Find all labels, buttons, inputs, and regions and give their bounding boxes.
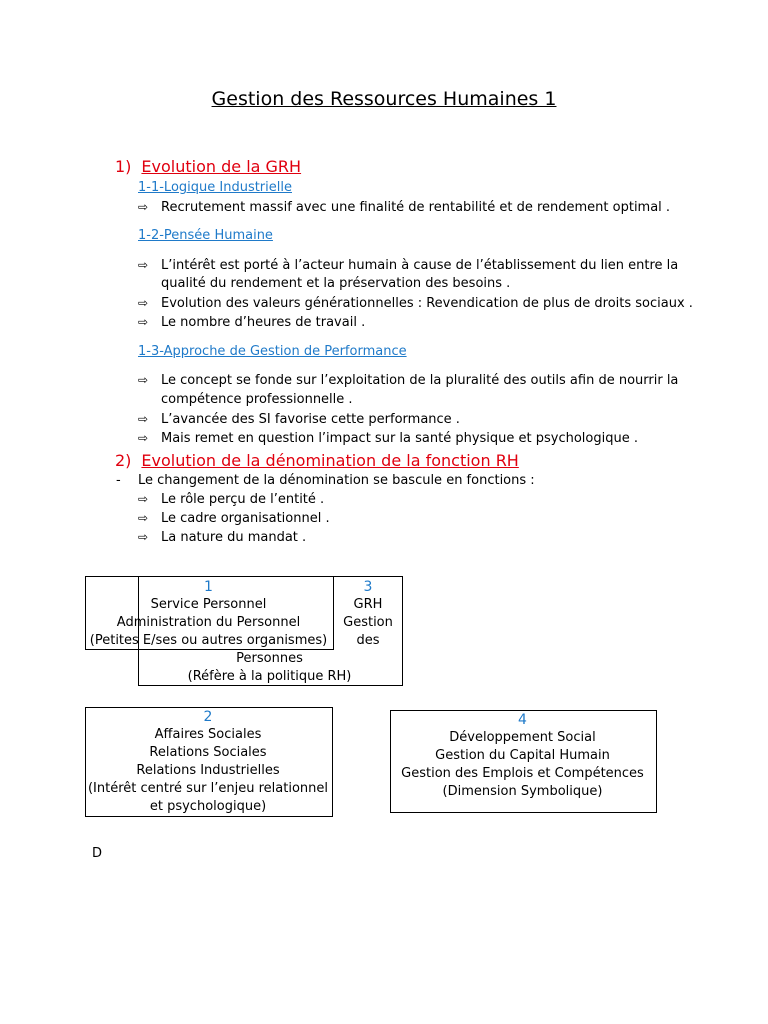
list-item: L’intérêt est porté à l’acteur humain à cause de l’établissement du lien entre la: [161, 258, 679, 273]
section2-number: 2): [115, 451, 132, 470]
box-2-line: (Intérêt centré sur l’enjeu relationnel: [87, 781, 329, 796]
box-4-line: (Dimension Symbolique): [442, 784, 603, 799]
section2-title: Evolution de la dénomination de la fonction RH: [141, 451, 519, 470]
section1-title: Evolution de la GRH: [141, 157, 302, 176]
list-item: Le concept se fonde sur l’exploitation de la pluralité des outils afin de nourrir la: [161, 373, 679, 388]
box-3-content: [334, 578, 402, 650]
arrow-icon: ⇨: [138, 431, 149, 445]
box-4-content: [390, 711, 655, 801]
box-4-line: Gestion des Emplois et Compétences: [401, 766, 644, 781]
box-2-line: Relations Industrielles: [136, 763, 280, 778]
list-item: Evolution des valeurs générationnelles : Revendication de plus de droits sociaux .: [161, 296, 693, 311]
box-4-line: Gestion du Capital Humain: [435, 748, 610, 763]
box-3-line: Personnes: [236, 651, 303, 666]
section2-intro: Le changement de la dénomination se bascule en fonctions :: [138, 473, 535, 488]
box-2-content: [85, 708, 331, 816]
arrow-icon: ⇨: [138, 258, 149, 272]
section1-number: 1): [115, 157, 132, 176]
list-item: La nature du mandat .: [161, 530, 307, 545]
arrow-icon: ⇨: [138, 315, 149, 329]
list-item-continuation: compétence professionnelle .: [161, 392, 353, 407]
list-item: Le rôle perçu de l’entité .: [161, 492, 325, 507]
trailing-text: D: [92, 846, 103, 861]
box-3-line: des: [356, 633, 380, 648]
page-title: Gestion des Ressources Humaines 1: [211, 88, 557, 110]
subsection-1-2-title: 1-2-Pensée Humaine: [138, 228, 273, 243]
arrow-icon: ⇨: [138, 511, 149, 525]
box-3-bottom-content: [138, 650, 401, 686]
box-3-line: Gestion: [343, 615, 393, 630]
list-item: Mais remet en question l’impact sur la santé physique et psychologique .: [161, 431, 638, 446]
box-1-content: [85, 578, 332, 650]
arrow-icon: ⇨: [138, 412, 149, 426]
list-item: Le nombre d’heures de travail .: [161, 315, 366, 330]
section2-heading: [115, 451, 519, 470]
list-item: Recrutement massif avec une finalité de rentabilité et de rendement optimal .: [161, 200, 671, 215]
box-1-number: 1: [204, 579, 213, 595]
box-1-line: (Petites E/ses ou autres organismes): [89, 633, 328, 648]
list-item-continuation: qualité du rendement et la préservation des besoins .: [161, 276, 511, 291]
box-3-line: (Réfère à la politique RH): [187, 669, 352, 684]
subsection-1-1-title: 1-1-Logique Industrielle: [138, 180, 292, 195]
box-1-line: Administration du Personnel: [116, 615, 301, 630]
box-2-number: 2: [203, 709, 213, 725]
section1-heading: [115, 157, 301, 176]
box-3-number: 3: [363, 579, 373, 595]
box-4-number: 4: [518, 712, 527, 728]
arrow-icon: ⇨: [138, 492, 149, 506]
arrow-icon: ⇨: [138, 200, 149, 214]
arrow-icon: ⇨: [138, 296, 149, 310]
dash-bullet: -: [116, 473, 121, 488]
box-2-line: Affaires Sociales: [154, 727, 262, 742]
list-item: Le cadre organisationnel .: [161, 511, 330, 526]
subsection-1-3-title: 1-3-Approche de Gestion de Performance: [138, 344, 407, 359]
arrow-icon: ⇨: [138, 373, 149, 387]
box-4-line: Développement Social: [449, 730, 596, 745]
box-3-line: GRH: [353, 597, 383, 612]
box-2-line: Relations Sociales: [149, 745, 267, 760]
list-item: L’avancée des SI favorise cette performance .: [161, 412, 460, 427]
box-1-line: Service Personnel: [150, 597, 267, 612]
arrow-icon: ⇨: [138, 530, 149, 544]
box-2-line: et psychologique): [149, 799, 267, 814]
